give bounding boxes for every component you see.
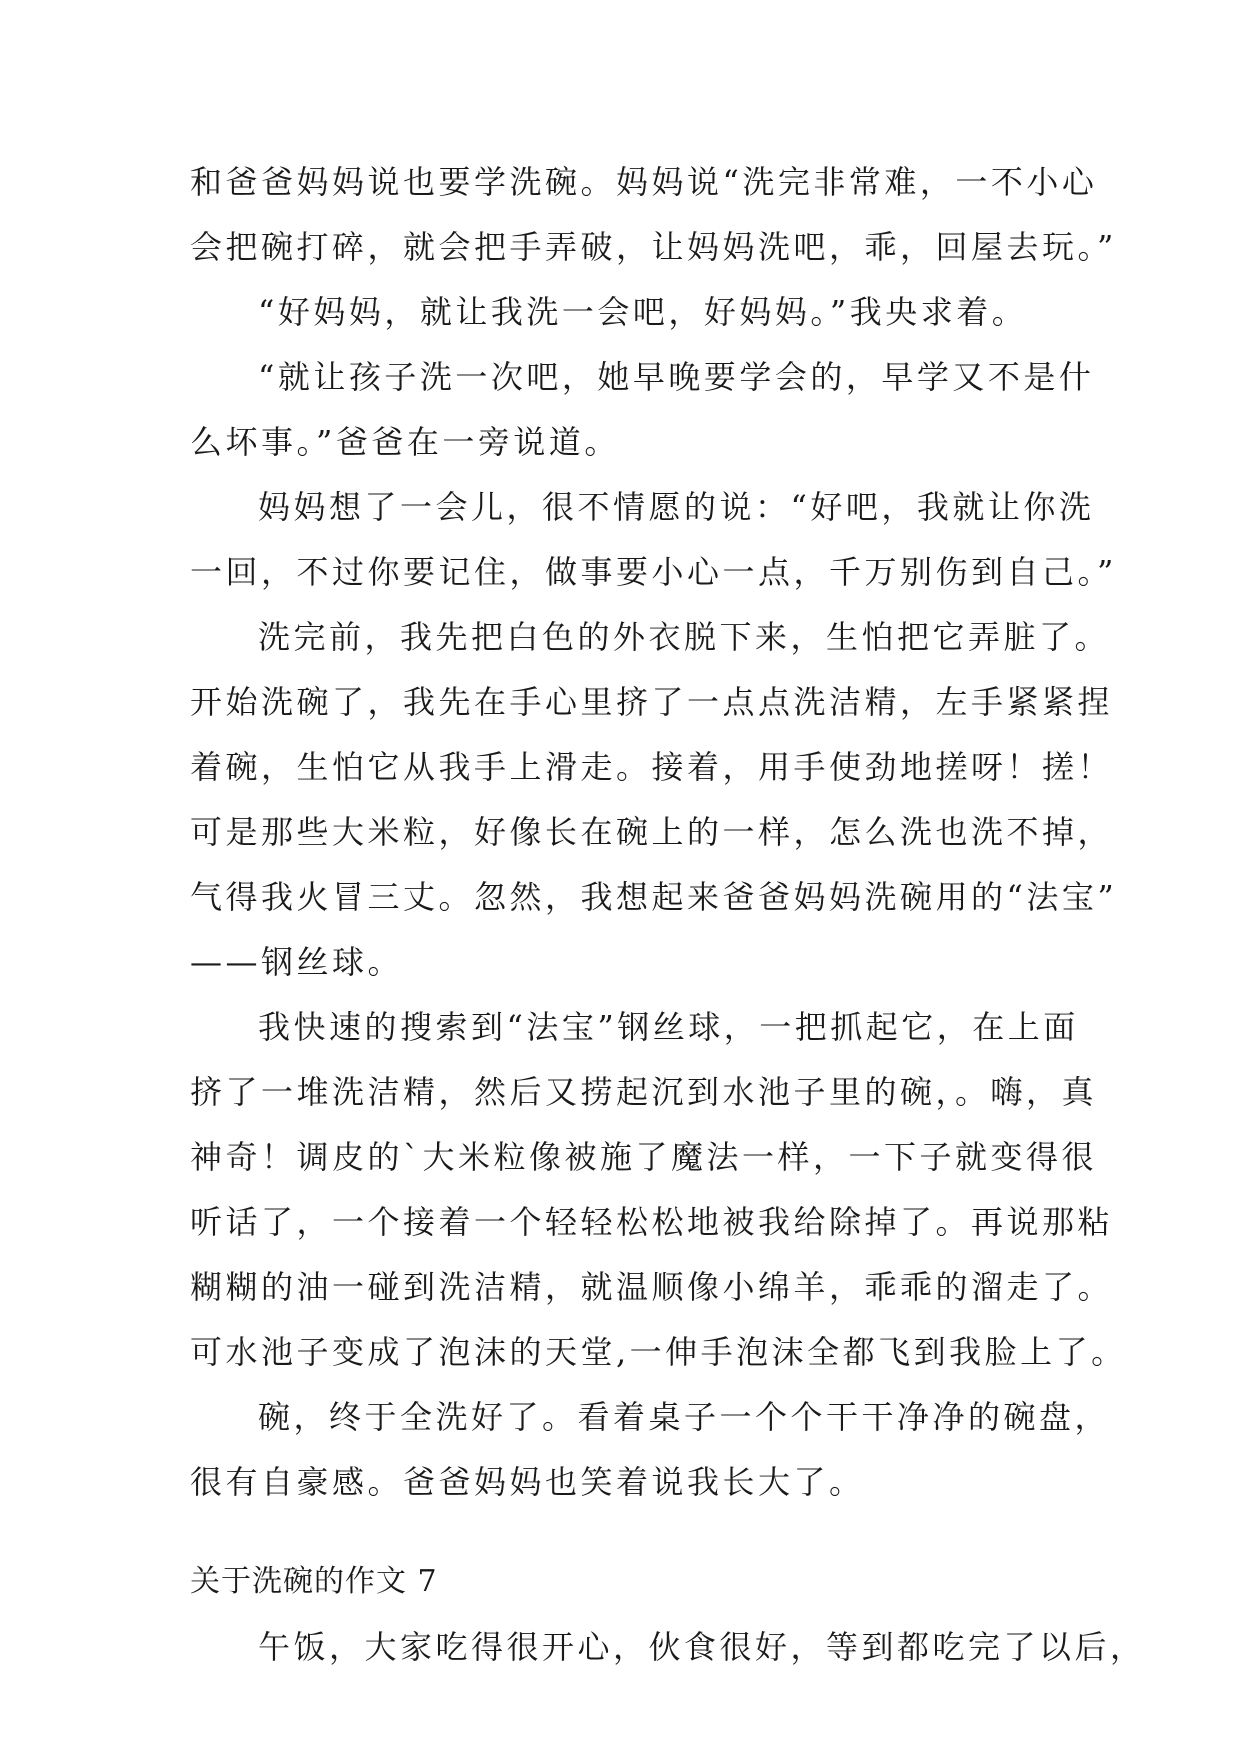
text-line: 着碗，生怕它从我手上滑走。接着，用手使劲地搓呀！搓！ xyxy=(190,748,1114,786)
text-line: 可是那些大米粒，好像长在碗上的一样，怎么洗也洗不掉， xyxy=(190,813,1114,851)
text-line: 洗完前，我先把白色的外衣脱下来，生怕把它弄脏了。 xyxy=(258,618,1111,656)
text-line: 午饭，大家吃得很开心，伙食很好，等到都吃完了以后， xyxy=(258,1628,1146,1666)
text-line: 挤了一堆洗洁精，然后又捞起沉到水池子里的碗，。嗨，真 xyxy=(190,1073,1098,1111)
text-line: 开始洗碗了，我先在手心里挤了一点点洗洁精，左手紧紧捏 xyxy=(190,683,1114,721)
section-heading: 关于洗碗的作文 7 xyxy=(190,1564,438,1599)
text-line: 听话了，一个接着一个轻轻松松地被我给除掉了。再说那粘 xyxy=(190,1203,1114,1241)
text-line: “好妈妈，就让我洗一会吧，好妈妈。”我央求着。 xyxy=(258,293,1028,331)
text-line: 么坏事。”爸爸在一旁说道。 xyxy=(190,423,620,461)
text-line: 神奇！调皮的`大米粒像被施了魔法一样，一下子就变得很 xyxy=(190,1138,1098,1176)
text-line: “就让孩子洗一次吧，她早晚要学会的，早学又不是什 xyxy=(258,358,1095,396)
text-line: 和爸爸妈妈说也要学洗碗。妈妈说“洗完非常难，一不小心 xyxy=(190,163,1098,201)
text-line: ——钢丝球。 xyxy=(190,943,404,981)
text-line: 一回，不过你要记住，做事要小心一点，千万别伤到自己。” xyxy=(190,553,1117,591)
text-line: 我快速的搜索到“法宝”钢丝球，一把抓起它，在上面 xyxy=(258,1008,1079,1046)
text-line: 糊糊的油一碰到洗洁精，就温顺像小绵羊，乖乖的溜走了。 xyxy=(190,1268,1114,1306)
text-line: 可水池子变成了泡沫的天堂,一伸手泡沫全都飞到我脸上了。 xyxy=(190,1333,1127,1371)
text-line: 很有自豪感。爸爸妈妈也笑着说我长大了。 xyxy=(190,1463,865,1501)
text-line: 妈妈想了一会儿，很不情愿的说：“好吧，我就让你洗 xyxy=(258,488,1095,526)
text-line: 碗，终于全洗好了。看着桌子一个个干干净净的碗盘， xyxy=(258,1398,1111,1436)
text-line: 气得我火冒三丈。忽然，我想起来爸爸妈妈洗碗用的“法宝” xyxy=(190,878,1118,916)
text-line: 会把碗打碎，就会把手弄破，让妈妈洗吧，乖，回屋去玩。” xyxy=(190,228,1117,266)
